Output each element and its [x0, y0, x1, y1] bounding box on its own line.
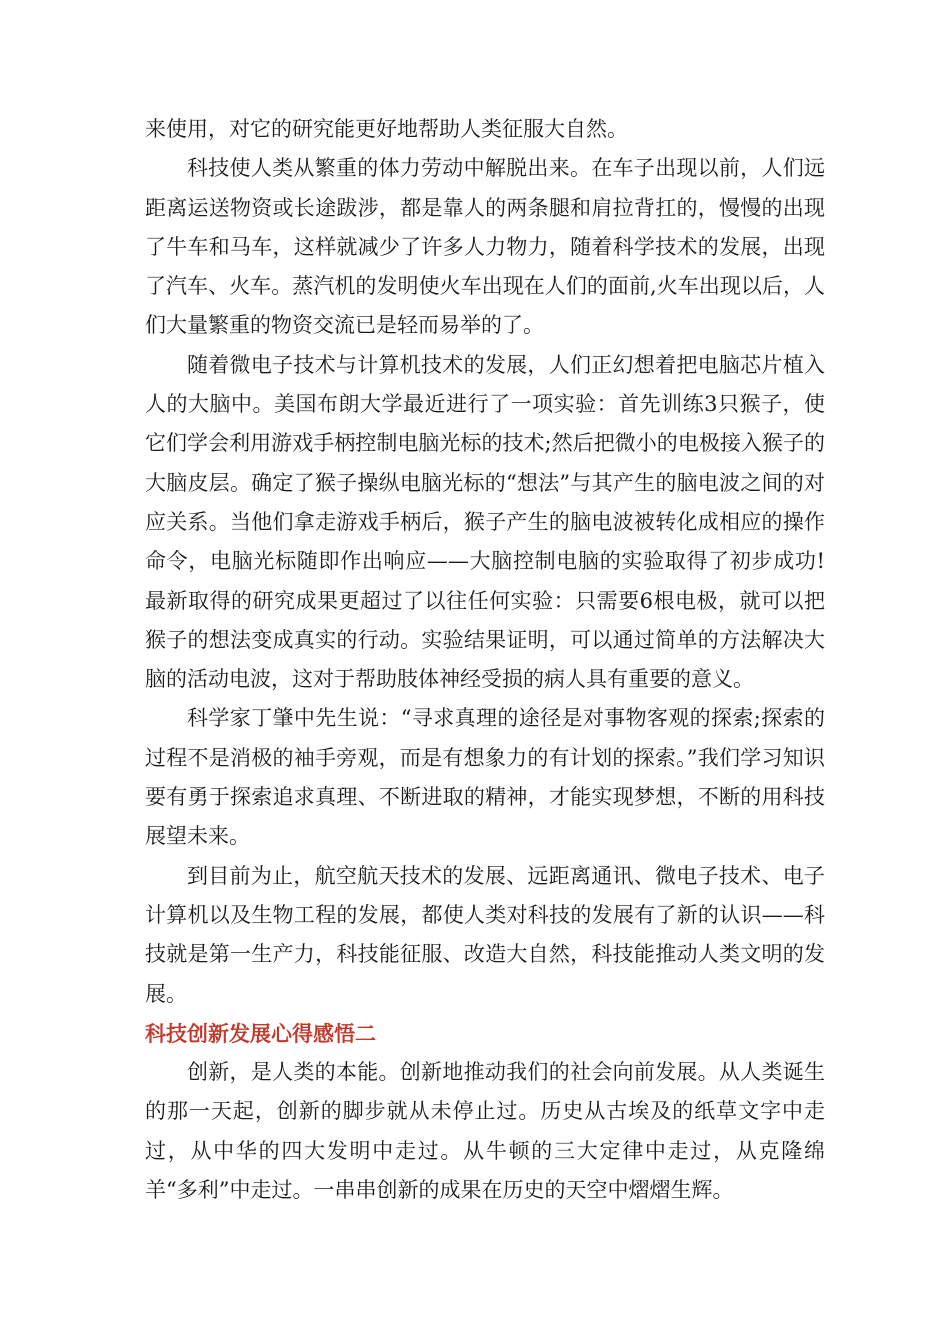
paragraph-brain-computer: 随着微电子技术与计算机技术的发展，人们正幻想着把电脑芯片植入人的大脑中。美国布朗大学最近进行了一项实验：首先训练3只猴子，使它们学会利用游戏手柄控制电脑光标的技术;然后把微小的电极接入猴子的大脑皮层。确定了猴子操纵电脑光标的“想法”与其产生的脑电波之间的对应关系。当他们拿走游戏手柄后，猴子产生的脑电波被转化成相应的操作命令，电脑光标随即作出响应——大脑控制电脑的实验取得了初步成功!最新取得的研究成果更超过了以往任何实验：只需要6根电极，就可以把猴子的想法变成真实的行动。实验结果证明，可以通过简单的方法解决大脑的活动电波，这对于帮助肢体神经受损的病人具有重要的意义。	[145, 352, 825, 692]
paragraph-innovation: 创新，是人类的本能。创新地推动我们的社会向前发展。从人类诞生的那一天起，创新的脚步就从未停止过。历史从古埃及的纸草文字中走过，从中华的四大发明中走过。从牛顿的三大定律中走过，从克隆绵羊“多利”中走过。一串串创新的成果在历史的天空中熠熠生辉。	[145, 1060, 825, 1203]
paragraph-tech-productivity: 到目前为止，航空航天技术的发展、远距离通讯、微电子技术、电子计算机以及生物工程的发展，都使人类对科技的发展有了新的认识——科技就是第一生产力，科技能征服、改造大自然，科技能推动人类文明的发展。	[145, 863, 825, 1006]
paragraph-tech-labor: 科技使人类从繁重的体力劳动中解脱出来。在车子出现以前，人们远距离运送物资或长途跋涉，都是靠人的两条腿和肩拉背扛的，慢慢的出现了牛车和马车，这样就减少了许多人力物力，随着科学技术的发展，出现了汽车、火车。蒸汽机的发明使火车出现在人们的面前,火车出现以后，人们大量繁重的物资交流已是轻而易举的了。	[145, 156, 825, 338]
paragraph-continuation: 来使用，对它的研究能更好地帮助人类征服大自然。	[145, 117, 628, 141]
section-heading: 科技创新发展心得感悟二	[145, 1020, 376, 1046]
document-body	[145, 110, 825, 1210]
paragraph-quote-ding: 科学家丁肇中先生说：“寻求真理的途径是对事物客观的探索;探索的过程不是消极的袖手旁观，而是有想象力的有计划的探索。”我们学习知识要有勇于探索追求真理、不断进取的精神，才能实现梦想，不断的用科技展望未来。	[145, 706, 825, 849]
